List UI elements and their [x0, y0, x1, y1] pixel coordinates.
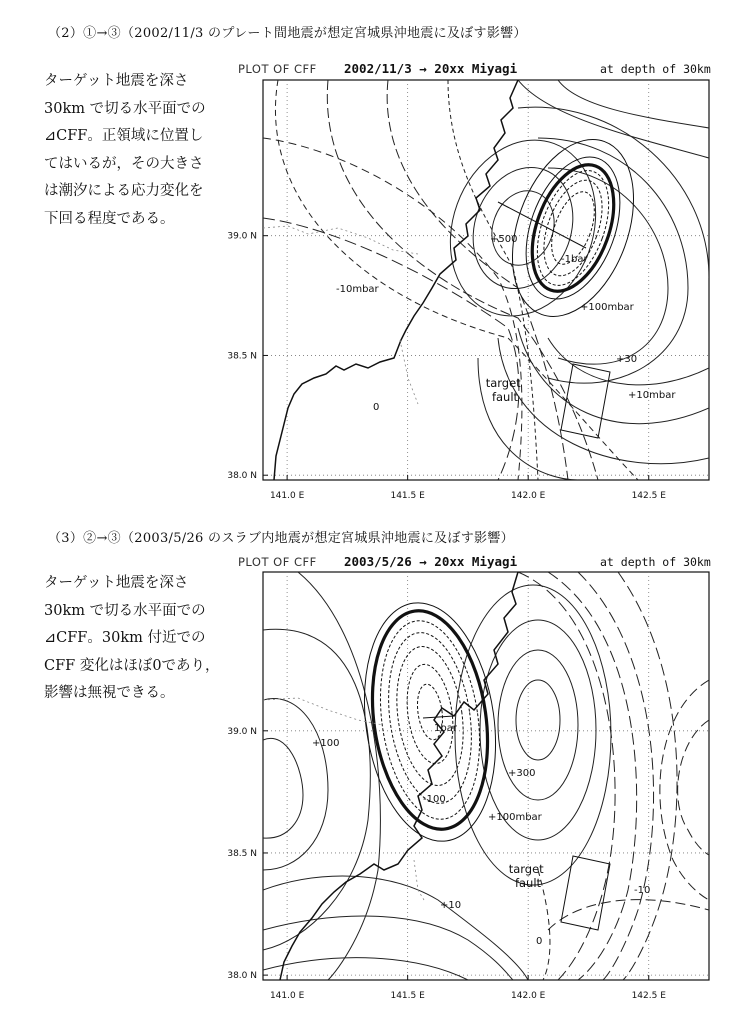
contour-label: +100mbar	[488, 812, 542, 823]
grid	[263, 80, 709, 480]
contour-line	[498, 338, 709, 464]
description-line: 30km で切る水平面での	[44, 100, 206, 117]
x-axis-ticks	[270, 475, 666, 501]
x-tick-label: 141.0 E	[269, 491, 305, 501]
contour-line	[263, 698, 328, 870]
x-tick-label: 141.0 E	[269, 991, 305, 1001]
contour-label: +30	[616, 354, 638, 365]
contour-label: +500	[490, 234, 518, 245]
contour-line	[482, 182, 564, 274]
cff-contour-plot-2	[218, 570, 728, 1010]
section-3-heading: （3）②→③（2003/5/26 のスラブ内地震が想定宮城県沖地震に及ぼす影響）	[48, 531, 514, 546]
contour-label: -10	[634, 885, 651, 896]
contour-line	[532, 172, 613, 283]
y-axis-ticks	[227, 232, 268, 482]
plot-depth-label: at depth of 30km	[600, 555, 711, 569]
slip-arrow	[423, 716, 454, 718]
contour-line	[327, 80, 598, 480]
x-tick-label: 142.5 E	[631, 991, 666, 1001]
contour-line	[678, 720, 709, 855]
description-line: 30km で切る水平面での	[44, 602, 206, 619]
x-tick-label: 142.0 E	[511, 991, 546, 1001]
description-line: ⊿CFF。30km 付近での	[44, 630, 206, 646]
contour-line	[263, 916, 513, 980]
target-fault-label-line: target	[508, 862, 544, 876]
contour-label: 0	[373, 402, 380, 413]
x-tick-label: 141.5 E	[390, 991, 425, 1001]
contour-line	[263, 138, 522, 480]
contour-line	[457, 153, 590, 302]
plot-title: 2002/11/3 → 20xx Miyagi	[344, 61, 518, 76]
contour-line	[480, 620, 596, 840]
target-fault	[561, 856, 610, 930]
y-tick-label: 38.0 N	[227, 971, 257, 982]
contour-label: +100mbar	[580, 302, 634, 313]
description-line: 下回る程度である。	[44, 210, 175, 227]
coastline	[274, 80, 518, 480]
contour-label: +10mbar	[628, 390, 676, 401]
y-tick-label: 39.0 N	[227, 231, 257, 242]
contour-line	[516, 680, 560, 760]
contour-line	[448, 80, 538, 480]
contour-label: +10	[440, 900, 462, 911]
contour-line	[660, 680, 709, 900]
contour-line	[523, 161, 622, 295]
plot-label: PLOT OF CFF	[238, 62, 317, 76]
target-fault-label-line: fault	[514, 876, 542, 890]
description-line: 影響は無視できる。	[44, 685, 175, 701]
x-tick-label: 142.5 E	[631, 491, 666, 501]
contour-line	[263, 738, 303, 838]
grid	[263, 572, 709, 980]
description-line: ⊿CFF。正領域に位置し	[44, 128, 204, 144]
description-line: ターゲット地震を深さ	[44, 575, 189, 591]
target-fault-label	[509, 862, 548, 890]
description-line: てはいるが，その大きさ	[44, 155, 204, 172]
contour-line	[263, 958, 468, 980]
coastline	[280, 572, 518, 980]
contour-line	[548, 900, 709, 930]
description-line: は潮汐による応力変化を	[44, 183, 204, 199]
plot-depth-label: at depth of 30km	[600, 62, 711, 76]
y-axis-ticks	[227, 727, 268, 981]
section-2-description	[44, 68, 224, 233]
contour-line	[558, 80, 709, 128]
plot-frame	[263, 572, 709, 980]
prefecture-border	[263, 226, 418, 254]
contour-label: +300	[508, 768, 536, 779]
y-tick-label: 39.0 N	[227, 726, 257, 737]
prefecture-border	[414, 860, 424, 900]
contour-label: -100	[423, 794, 446, 805]
target-fault-label-line: fault	[491, 390, 519, 404]
contour-lines	[263, 80, 709, 480]
plot-label: PLOT OF CFF	[238, 555, 317, 569]
contour-line	[578, 572, 654, 980]
contour-label: -10mbar	[336, 284, 379, 295]
positive-lobe	[455, 585, 611, 885]
contour-line	[618, 572, 677, 980]
description-line: ターゲット地震を深さ	[44, 73, 189, 89]
contour-lines	[263, 572, 709, 980]
contour-label: -1bar	[561, 254, 588, 265]
x-tick-label: 142.0 E	[511, 491, 546, 501]
section-2-heading: （2）①→③（2002/11/3 のプレート間地震が想定宮城県沖地震に及ぼす影響）	[48, 26, 527, 41]
target-fault-label-line: target	[485, 376, 521, 390]
section-3-description	[44, 570, 224, 708]
plot-title: 2003/5/26 → 20xx Miyagi	[344, 554, 518, 569]
y-tick-label: 38.0 N	[227, 471, 257, 482]
contour-line	[263, 629, 370, 950]
contour-label: 1bar	[434, 723, 457, 734]
plot-frame	[263, 80, 709, 480]
contour-label: 0	[536, 936, 543, 947]
y-tick-label: 38.5 N	[227, 848, 257, 859]
prefecture-border	[400, 340, 418, 404]
cff-contour-plot-1	[218, 78, 728, 510]
description-line: CFF 変化はほぼ0であり，	[44, 657, 220, 674]
y-tick-label: 38.5 N	[227, 351, 257, 362]
contour-label: +100	[312, 738, 340, 749]
negative-lobe	[350, 594, 510, 849]
x-tick-label: 141.5 E	[390, 491, 425, 501]
contour-line	[518, 328, 709, 424]
